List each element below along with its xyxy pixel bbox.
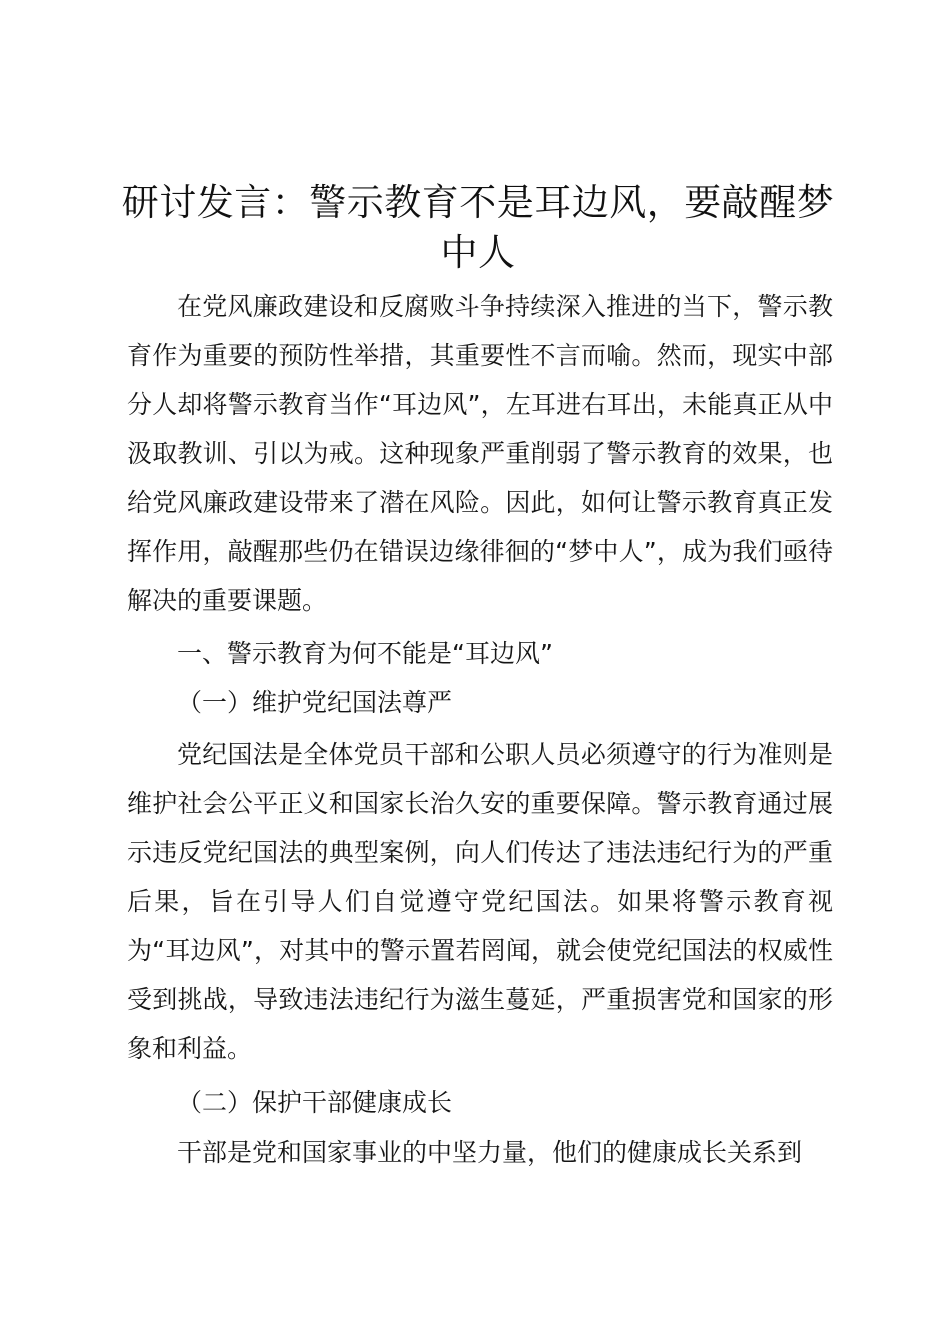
subsection-1-paragraph: 党纪国法是全体党员干部和公职人员必须遵守的行为准则是维护社会公平正义和国家长治久安的重要保障。警示教育通过展示违反党纪国法的典型案例，向人们传达了违法违纪行为的严重后果，旨在引导人们自觉遵守党纪国法。如果将警示教育视为“耳边风”，对其中的警示置若罔闻，就会使党纪国法的权威性受到挑战，导致违法违纪行为滋生蔓延，严重损害党和国家的形象和利益。 xyxy=(127,740,833,1063)
document-title: 研讨发言：警示教育不是耳边风，要敲醒梦中人 xyxy=(121,181,835,274)
subsection-heading-1: （一）维护党纪国法尊严 xyxy=(177,688,453,717)
intro-paragraph: 在党风廉政建设和反腐败斗争持续深入推进的当下，警示教育作为重要的预防性举措，其重要性不言而喻。然而，现实中部分人却将警示教育当作“耳边风”，左耳进右耳出，未能真正从中汲取教训、引以为戒。这种现象严重削弱了警示教育的效果，也给党风廉政建设带来了潜在风险。因此，如何让警示教育真正发挥作用，敲醒那些仍在错误边缘徘徊的“梦中人”，成为我们亟待解决的重要课题。 xyxy=(127,292,833,615)
subsection-2-paragraph: 干部是党和国家事业的中坚力量，他们的健康成长关系到 xyxy=(177,1138,803,1167)
section-heading-1: 一、警示教育为何不能是“耳边风” xyxy=(177,639,553,668)
subsection-heading-2: （二）保护干部健康成长 xyxy=(177,1088,453,1117)
